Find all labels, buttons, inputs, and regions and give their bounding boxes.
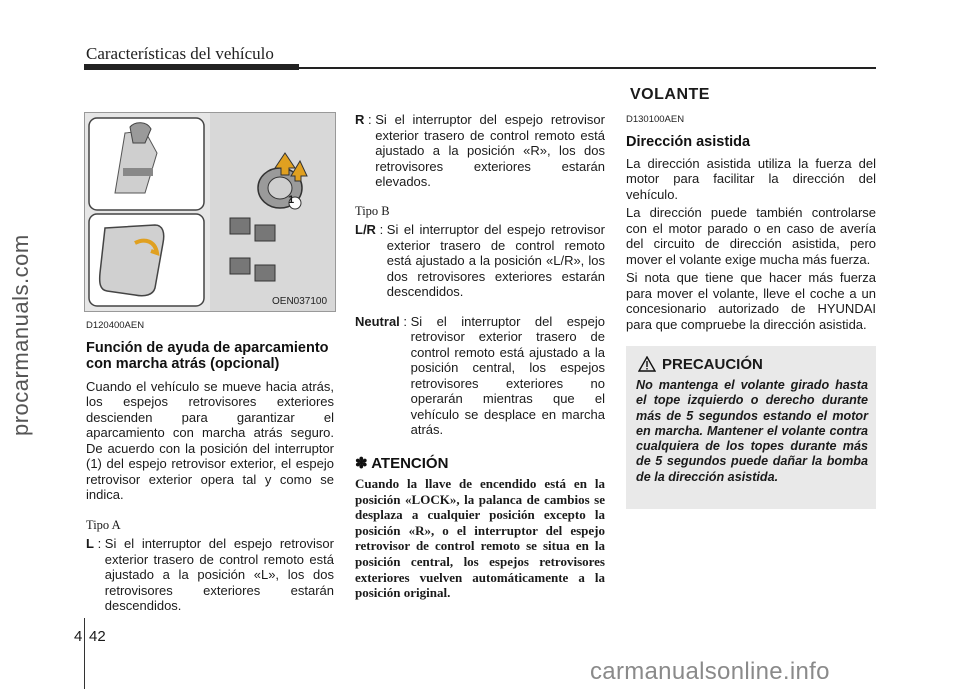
option-lr-text: Si el interruptor del espejo retrovisor exterior trasero de control remoto está ajustado a la posición «L/R», los dos retrovisores exteriores estarán descendidos. xyxy=(386,222,605,299)
steering-p2: La dirección puede también controlarse con el motor parado o en caso de avería del circuito de dirección asistida, pero mover el volante exige mucha más fuerza. xyxy=(626,205,876,267)
middle-column xyxy=(355,112,605,601)
page-header-title: Características del vehículo xyxy=(86,44,274,63)
warning-icon xyxy=(638,356,656,377)
option-neutral: Neutral : Si el interruptor del espejo retrovisor exterior trasero de control remoto está ajustado a la posición central, los espejos retrovisores exteriores no operarán mientras que el vehículo se desplace en marcha atrás. xyxy=(355,313,605,437)
caution-body: No mantenga el volante girado hasta el tope izquierdo o derecho durante más de 5 segundos estando el motor en marcha. Mantener el volante contra cualquiera de los topes durante más de 5 segundos puede dañar la bomba de la dirección asistida. xyxy=(636,378,868,484)
left-column xyxy=(86,318,334,614)
mirror-switch-illustration xyxy=(85,113,335,311)
side-watermark[interactable]: procarmanuals.com xyxy=(8,234,33,436)
volante-section-title: VOLANTE xyxy=(630,86,710,103)
option-neutral-text: Si el interruptor del espejo retrovisor exterior trasero de control remoto está ajustado a la posición central, los espejos retrovisores exteriores no operarán mientras que el vehículo se desplace en marcha atrás. xyxy=(410,313,605,437)
section-heading: Función de ayuda de aparcamiento con marcha atrás (opcional) xyxy=(86,339,329,372)
steering-code: D130100AEN xyxy=(626,114,685,125)
header-rule xyxy=(84,67,876,69)
option-r-text: Si el interruptor del espejo retrovisor exterior trasero de control remoto está ajustado a la posición «R», los dos retrovisores exteriores estarán elevados. xyxy=(375,112,605,189)
tipo-b-label: Tipo B xyxy=(355,203,390,218)
section-code: D120400AEN xyxy=(86,320,145,331)
bottom-watermark[interactable]: carmanualsonline.info xyxy=(590,658,830,685)
figure-code: OEN037100 xyxy=(272,296,328,307)
atencion-title-text: ATENCIÓN xyxy=(371,454,449,472)
mirror-switch-figure xyxy=(84,112,336,312)
body-paragraph: Cuando el vehículo se mueve hacia atrás, los espejos retrovisores exteriores descienden para garantizar el aparcamiento con marcha atrás seguro. De acuerdo con la posición del interruptor (1) del espejo retrovisor exterior, el espejo retrovisor exterior opera tal y como se indica. xyxy=(86,378,334,502)
figure-callout: 1 xyxy=(288,194,295,206)
option-r: R : Si el interruptor del espejo retrovisor exterior trasero de control remoto está ajustado a la posición «R», los dos retrovisores exteriores estarán elevados. xyxy=(355,112,605,189)
option-neutral-key: Neutral xyxy=(355,313,400,329)
atencion-title xyxy=(355,456,605,472)
option-lr: L/R : Si el interruptor del espejo retrovisor exterior trasero de control remoto está ajustado a la posición «L/R», los dos retrovisores exteriores estarán descendidos. xyxy=(355,222,605,299)
atencion-body: Cuando la llave de encendido está en la posición «LOCK», la palanca de cambios se desplaza a cualquier posición excepto la posición «R», o el interruptor del espejo retrovisor de control remoto se situa en la posición central, los espejos retrovisores exteriores vuelven automáticamente a la posición original. xyxy=(355,476,605,601)
cross-icon: ✽ xyxy=(355,454,368,472)
option-r-key: R xyxy=(355,112,365,127)
page-section-number: 4 xyxy=(74,628,83,645)
page-number: 42 xyxy=(89,628,106,645)
steering-p3: Si nota que tiene que hacer más fuerza para mover el volante, lleve el coche a un concesionario autorizado de HYUNDAI para que compruebe la dirección asistida. xyxy=(626,270,876,332)
steering-heading: Dirección asistida xyxy=(626,133,751,150)
footer-rule xyxy=(84,618,85,689)
caution-title: PRECAUCIÓN xyxy=(662,356,763,373)
option-l-key: L xyxy=(86,536,94,551)
right-column xyxy=(626,112,876,332)
option-lr-key: L/R xyxy=(355,222,376,237)
tipo-a-label: Tipo A xyxy=(86,517,121,532)
option-l: L : Si el interruptor del espejo retrovisor exterior trasero de control remoto está ajustado a la posición «L», los dos retrovisores exteriores estarán descendidos. xyxy=(86,536,334,613)
option-l-text: Si el interruptor del espejo retrovisor exterior trasero de control remoto está ajustado a la posición «L», los dos retrovisores exteriores estarán descendidos. xyxy=(104,536,334,613)
steering-p1: La dirección asistida utiliza la fuerza del motor para facilitar la dirección del vehículo. xyxy=(626,155,876,202)
